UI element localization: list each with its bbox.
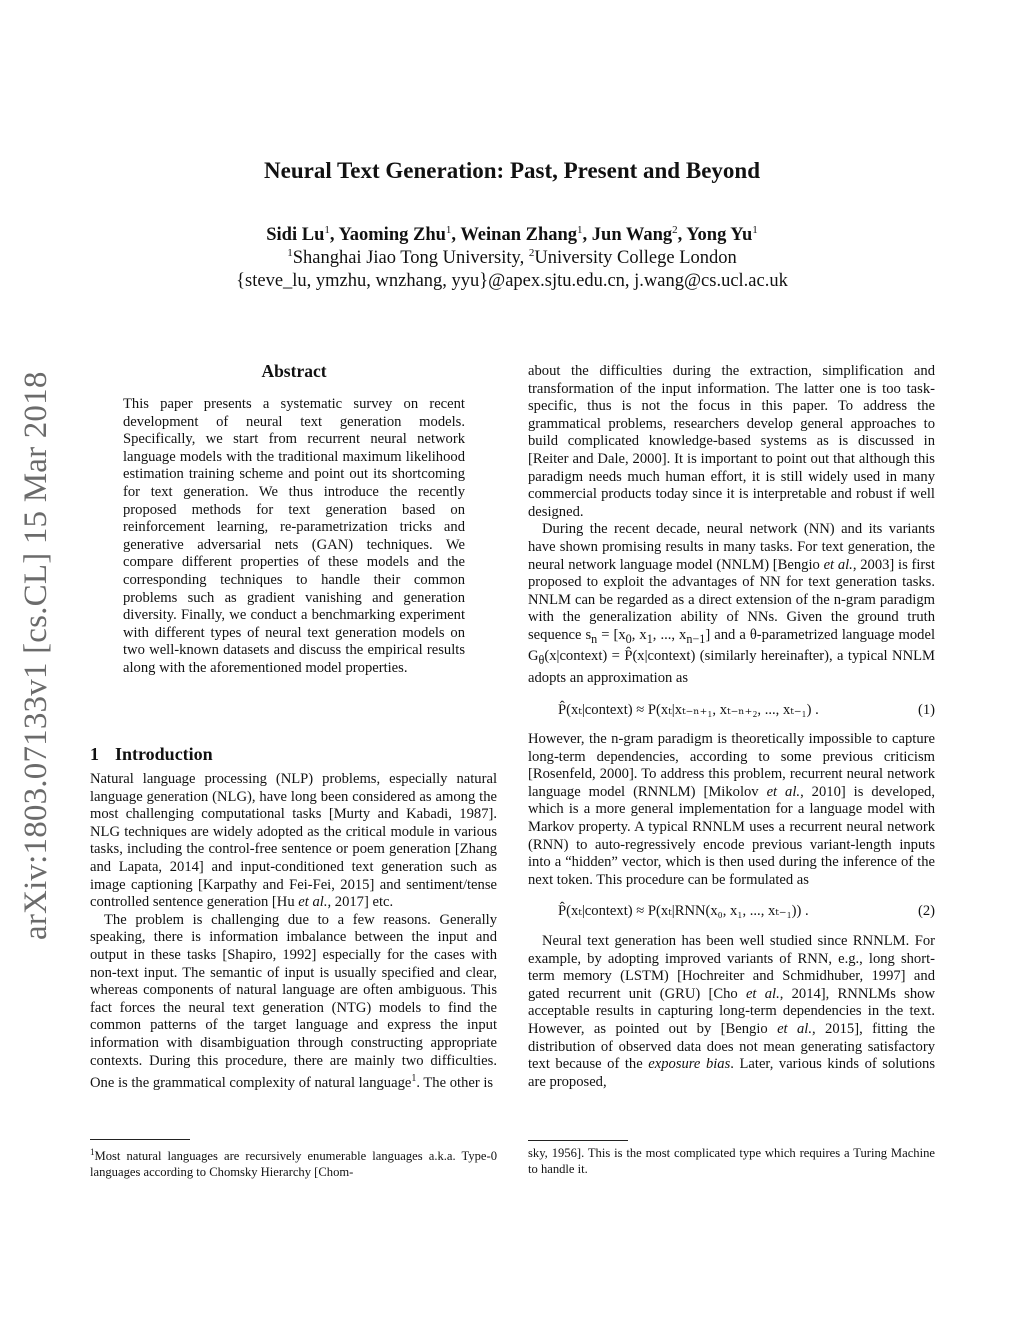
footnote-rule: [528, 1140, 628, 1141]
paper-title: Neural Text Generation: Past, Present and Beyond: [264, 158, 760, 183]
footnote-rule: [90, 1139, 190, 1140]
equation-1: [558, 702, 935, 720]
equation-2: [558, 903, 935, 921]
paragraph: During the recent decade, neural network (NN) and its variants have shown promising results in many tasks. For text generation, the neural network language model (NNLM) [Bengio et al., 2003] is first proposed to exploit the advantages of NN for text generation tasks. NNLM can be regarded as a direct extension of the n-gram paradigm with the generalization ability of NNs. Given the ground truth sequence $s_n = [x_0$, $x_1$, ..., $x_{n-1}$] and a θ-parametrized language model $G_\theta(x|context)$ = P̂(x|context) (similarly hereinafter), a typical NNLM adopts an approximation as: [528, 521, 935, 686]
affiliations: $^1$Shanghai Jiao Tong University, $^2$University College London: [287, 246, 737, 268]
author-block: [0, 224, 1024, 293]
paragraph: However, the n-gram paradigm is theoretically impossible to capture long-term dependencies, according to some previous criticism [Rosenfeld, 2000]. To address this problem, recurrent neural network language model (RNNLM) [Mikolov et al., 2010] is developed, which is a more general implementation for a language model with Markov property. A typical RNNLM uses a recurrent neural network (RNN) to auto-regressively encode previous variant-length inputs into a “hidden” vector, which is then used during the inference of the next token. This procedure can be formulated as: [528, 731, 935, 888]
author-name: Jun Wang: [591, 225, 673, 245]
paragraph: The problem is challenging due to a few reasons. Generally speaking, there is information imbalance between the input and output in these tasks [Shapiro, 1992] especially for the cases with non-text input. The semantic of input is usually specified and clear, whereas components of natural language are often ambiguous. This fact forces the neural text generation (NTG) models to find the common patterns of the target language and express the input information with disambiguation through constructing appropriate contexts. During this procedure, there are mainly two difficulties. One is the grammatical complexity of natural language$^1$. The other is: [90, 911, 497, 1091]
section-heading: [90, 744, 213, 765]
section-number: 1: [90, 744, 99, 764]
paragraph: Neural text generation has been well studied since RNNLM. For example, by adopting improved variants of RNN, e.g., long short-term memory (LSTM) [Hochreiter and Schmidhuber, 1997] and gated recurrent unit (GRU) [Cho et al., 2014], RNNLMs show acceptable results in capturing long-term dependencies in the text. However, as pointed out by [Bengio et al., 2015], fitting the distribution of observed data does not mean generating satisfactory text because of the exposure bias. Later, various kinds of solutions are proposed,: [528, 933, 935, 1090]
abstract-text: This paper presents a systematic survey on recent development of neural text generation models. Specifically, we start from recurrent neural network language models with the traditional maximum likelihood estimation training scheme and point out its shortcoming for text generation. We thus introduce the recently proposed methods for text generation based on reinforcement learning, re-parametrization tricks and generative adversarial nets (GAN) techniques. We compare different properties of these models and the corresponding techniques to handle their common problems such as gradient vanishing and generation diversity. Finally, we conduct a benchmarking experiment with different types of neural text generation models on two well-known datasets and discuss the empirical results along with the aforementioned model properties.: [123, 396, 465, 676]
section-title: Introduction: [115, 744, 213, 764]
arxiv-side-label: arXiv:1803.07133v1 [cs.CL] 15 Mar 2018: [18, 371, 54, 940]
abstract-heading: Abstract: [261, 361, 327, 381]
left-column-body: [90, 771, 497, 1093]
paragraph: about the difficulties during the extraction, simplification and transformation of the input information. The latter one is too task-specific, thus is not the focus in this paper. To address the grammatical problems, researchers develop general approaches to build complicated knowledge-based systems as is discussed in [Reiter and Dale, 2000]. It is important to point out that although this paradigm needs much human effort, it is still widely used in many commercial products today since it is interpretable and robust if well designed.: [528, 363, 935, 520]
equation-body: P̂(xₜ|context) ≈ P(xₜ|RNN(x₀, x₁, ..., xₜ₋₁)) .: [558, 903, 809, 920]
author-name: Yong Yu: [686, 225, 753, 245]
footnote-ref: 1: [411, 1073, 417, 1085]
author-name: Yaoming Zhu: [338, 225, 446, 245]
author-name: Sidi Lu: [266, 225, 325, 245]
abstract-body: [123, 396, 465, 678]
paragraph: Natural language processing (NLP) problems, especially natural language generation (NLG), have long been considered as among the most challenging computational tasks [Murty and Kabadi, 1987]. NLG techniques are widely adopted as the critical module in various tasks, including the control-free sentence or poem generation [Zhang and Lapata, 2014] and input-conditioned text generation such as image captioning [Karpathy and Fei-Fei, 2015] and sentiment/tense controlled sentence generation [Hu et al., 2017] etc.: [90, 771, 497, 911]
footnote-right: sky, 1956]. This is the most complicated type which requires a Turing Machine to handle it.: [528, 1146, 935, 1176]
equation-number: (2): [917, 903, 935, 920]
author-names: Sidi Lu$^1$, Yaoming Zhu$^1$, Weinan Zhang$^1$, Jun Wang$^2$, Yong Yu$^1$: [266, 223, 758, 245]
author-emails: {steve_lu, ymzhu, wnzhang, yyu}@apex.sjtu.edu.cn, j.wang@cs.ucl.ac.uk: [236, 271, 788, 291]
right-column-body: [528, 363, 935, 1091]
equation-number: (1): [917, 701, 935, 718]
footnote-left: $^1$Most natural languages are recursively enumerable languages a.k.a. Type-0 languages according to Chomsky Hierarchy [Chom-: [90, 1147, 497, 1179]
author-name: Weinan Zhang: [460, 225, 578, 245]
equation-body: P̂(xₜ|context) ≈ P(xₜ|xₜ₋ₙ₊₁, xₜ₋ₙ₊₂, ..., xₜ₋₁) .: [558, 701, 819, 718]
